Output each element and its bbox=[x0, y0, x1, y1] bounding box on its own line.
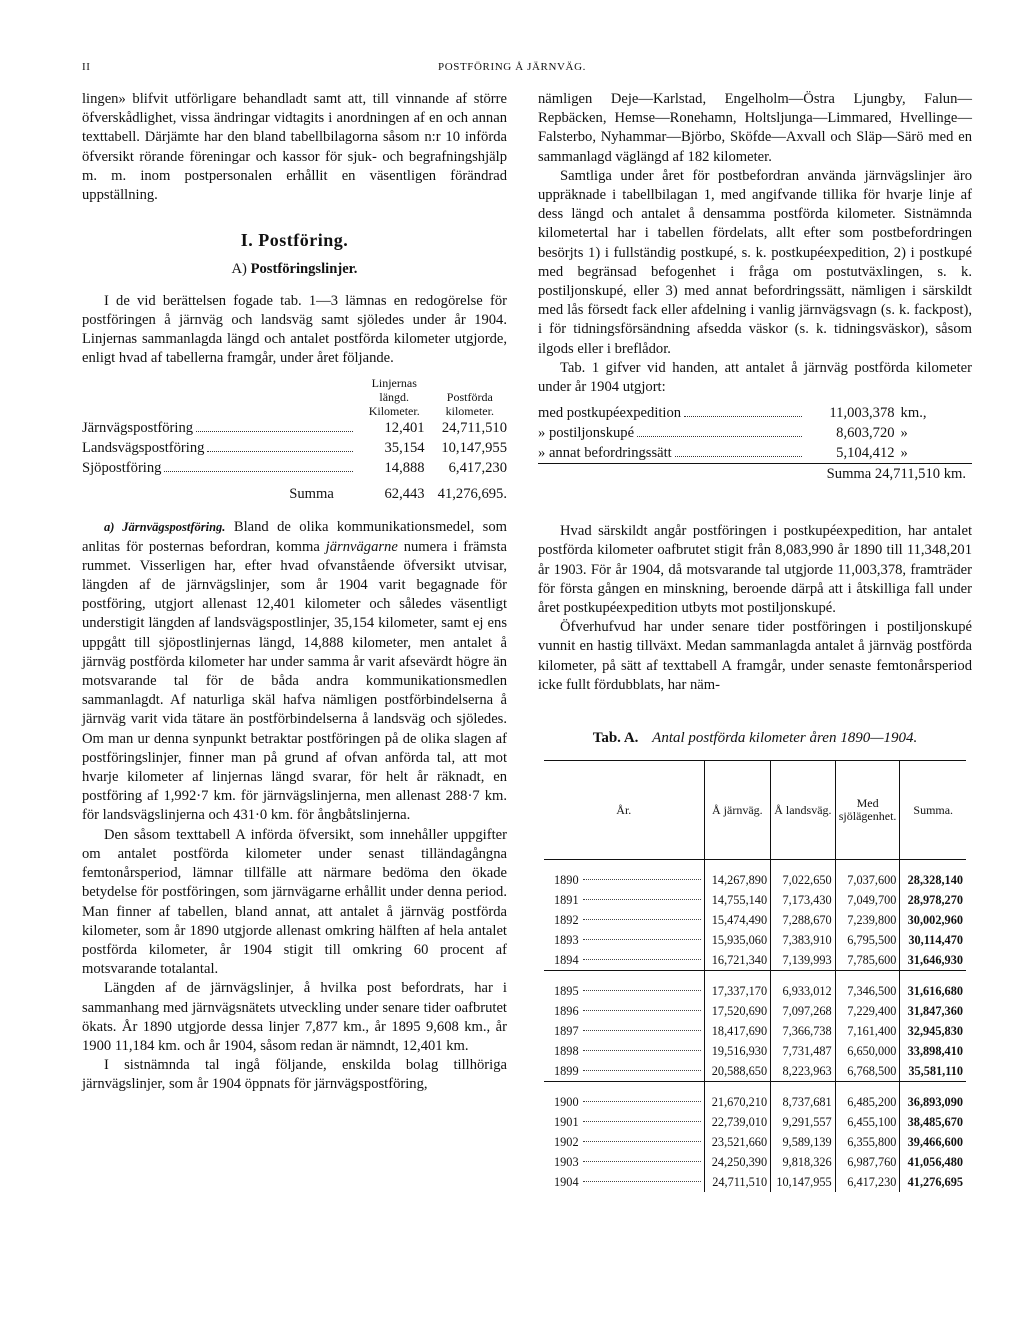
table-a-rail-cell: 21,670,210 bbox=[704, 1092, 771, 1112]
table-a-rail-cell: 17,337,170 bbox=[704, 981, 771, 1001]
table-a-rail-cell: 24,250,390 bbox=[704, 1152, 771, 1172]
table-a-sea-cell: 6,768,500 bbox=[835, 1061, 900, 1082]
table-a-year-cell bbox=[544, 1152, 704, 1172]
table-a-year-cell bbox=[544, 1172, 704, 1192]
table-a-road-cell: 7,366,738 bbox=[771, 1021, 836, 1041]
dot-leader bbox=[583, 938, 701, 940]
summary-row-length: 12,401 bbox=[384, 420, 425, 437]
table-a-sum-cell: 38,485,670 bbox=[900, 1112, 966, 1132]
table-row bbox=[544, 1021, 966, 1041]
dot-leader bbox=[583, 878, 701, 880]
table-a-year-cell bbox=[544, 1061, 704, 1082]
summary-col2-header: Postförda kilometer. bbox=[445, 390, 494, 419]
table-a-body bbox=[544, 860, 966, 1193]
table-a-header-rail: Å järnväg. bbox=[704, 761, 771, 860]
table-a-sum-cell: 35,581,110 bbox=[900, 1061, 966, 1082]
table-row bbox=[82, 438, 507, 458]
table-a-year-cell bbox=[544, 1041, 704, 1061]
table-a-road-cell: 8,223,963 bbox=[771, 1061, 836, 1082]
table-a-year: 1902 bbox=[554, 1135, 579, 1150]
table-a-road-cell: 7,731,487 bbox=[771, 1041, 836, 1061]
table-row bbox=[538, 443, 972, 464]
table-a-road-cell: 7,139,993 bbox=[771, 950, 836, 971]
table-row bbox=[544, 1112, 966, 1132]
summary-row-km: 24,711,510 bbox=[441, 420, 507, 437]
table-a-sum-cell: 41,276,695 bbox=[900, 1172, 966, 1192]
table-a-road-cell: 6,933,012 bbox=[771, 981, 836, 1001]
summary-table bbox=[82, 376, 507, 504]
table-a-road-cell: 7,022,650 bbox=[771, 870, 836, 890]
table-a-header-row bbox=[544, 761, 966, 860]
table-a-sea-cell: 7,785,600 bbox=[835, 950, 900, 971]
table-a-rail-cell: 18,417,690 bbox=[704, 1021, 771, 1041]
summary-row-label: Sjöpostföring bbox=[82, 460, 162, 477]
table-a-road-cell: 9,589,139 bbox=[771, 1132, 836, 1152]
table-a-sum-cell: 30,002,960 bbox=[900, 910, 966, 930]
table-row bbox=[544, 1001, 966, 1021]
summary-total-row bbox=[82, 478, 507, 504]
table-a-rail-cell: 14,267,890 bbox=[704, 870, 771, 890]
right-column bbox=[538, 90, 972, 1192]
left-paragraph-5: Längden af de järnvägslinjer, å hvilka post befordrats, har i sammanhang med järnvägsnätets utveckling under senare tider oafbrutet ökats. År 1890 utgjorde dessa linjer 7,877 km., år 1895 9,608 km., år 1900 11,184 km. och år 1904, såsom redan är nämndt, 12,401 km. bbox=[82, 980, 507, 1054]
left-paragraph-1: lingen» blifvit utförligare behandladt samt att, till vinnande af större öfverskådlighet, vissa ändringar vidtagits i anordningen af en och annan texttabell. Därjämte har den bland tabellbilagorna såsom n:r 10 införda öfversikt rörande föreningar och kassor för sjuk- och begrafningshjälp m. m. inom postpersonalen erhållit en väsentligen förändrad uppställning. bbox=[82, 91, 507, 204]
dot-leader bbox=[583, 1069, 701, 1071]
right-paragraph-5: Öfverhufvud har under senare tider postföringen i postiljonskupé vunnit en hastig tillväxt. Medan sammanlagda antalet å järnväg postförda kilometer, på sätt af texttabell A framgår, under senaste femtonårsperiod icke fullt fördubblats, har näm- bbox=[538, 619, 972, 693]
left-paragraph-3: a) Järnvägspostföring. Bland de olika kommunikationsmedel, som anlitas för posternas befordran, komma järnvägarne numera i främsta rummet. Visserligen har, efter hvad ofvanstående öfversikt utvisar, längden af de järnvägslinjer, som år 1904 varit begagnade för postföring, utgjort allenast 12,401 kilometer och således väsentligt understigit längden af landsvägspostlinjer, 35,154 kilometer, samt ej ens uppgått till sjöpostlinjernas längd, 14,888 kilometer, men antalet å järnväg postförda kilometer har under samma år varit afsevärdt högre än motsvarande tal för de båda andra kommunikationsmedlen sammanlagdt. Af naturliga skäl hafva nämligen postförbindelserna å järnväg varit vida tätare än postförbindelserna å landsväg och sjöledes. Om man ur denna synpunkt betraktar postföringen på de olika slagen af postföringslinjer, finner man på grund af ofvan anförda tal, att mot hvarje kilometer af linjernas längd svarar, för helt år räknadt, en postföring af 1,992·7 km. för järnvägslinjerna, men allenast 288·7 km. för landsvägslinjerna och 431·0 km. för ångbåtslinjerna. bbox=[82, 519, 507, 824]
table-a-sea-cell: 6,485,200 bbox=[835, 1092, 900, 1112]
subsection-title: Postföringslinjer. bbox=[250, 261, 358, 278]
left-paragraph-2: I de vid berättelsen fogade tab. 1—3 lämnas en redogörelse för postföringen å järnväg och landsväg samt sjöledes under år 1904. Linjernas sammanlagda längd och antalet postförda kilometer utgjorde, enligt hvad af tabellerna framgår, under året följande. bbox=[82, 292, 507, 367]
table-row bbox=[538, 423, 972, 443]
summary-row-length: 14,888 bbox=[384, 460, 425, 477]
table-a-sum-cell: 39,466,600 bbox=[900, 1132, 966, 1152]
table-a-year: 1897 bbox=[554, 1024, 579, 1039]
subsection-prefix: A) bbox=[231, 261, 247, 278]
table-row bbox=[544, 910, 966, 930]
table-a-spacer bbox=[544, 860, 966, 871]
table-a-year-cell bbox=[544, 981, 704, 1001]
table-row bbox=[544, 930, 966, 950]
right-paragraph-4: Hvad särskildt angår postföringen i postkupéexpedition, har antalet postförda kilometer oafbrutet stigit från 8,083,990 år 1890 till 11,348,201 år 1903. För år 1904, då motsvarande tal utgjorde 11,003,378, framträder för första gången en minskning, beroende därpå att i åtskilliga fall under året postkupéexpedition utbyts mot postiljonskupé. bbox=[538, 523, 972, 617]
table-a-year-cell bbox=[544, 890, 704, 910]
table-a-road-cell: 7,173,430 bbox=[771, 890, 836, 910]
left-paragraph-6: I sistnämnda tal ingå följande, enskilda bolag tillhöriga järnvägslinjer, som år 1904 öppnats för järnvägspostföring, bbox=[82, 1057, 507, 1093]
table-a-rail-cell: 14,755,140 bbox=[704, 890, 771, 910]
table-a-header-sea: Med sjölägenhet. bbox=[835, 761, 900, 860]
left-column bbox=[82, 90, 507, 1095]
dot-leader bbox=[583, 1140, 701, 1142]
table-a-sea-cell: 7,239,800 bbox=[835, 910, 900, 930]
table-row bbox=[544, 1092, 966, 1112]
table-a-year: 1900 bbox=[554, 1095, 579, 1110]
table-a-rail-cell: 22,739,010 bbox=[704, 1112, 771, 1132]
table-row bbox=[544, 1132, 966, 1152]
table-a bbox=[544, 760, 966, 1192]
table-a-rail-cell: 17,520,690 bbox=[704, 1001, 771, 1021]
table-a-caption bbox=[538, 729, 972, 748]
table-a-header-sum: Summa. bbox=[900, 761, 966, 860]
table-a-year-cell bbox=[544, 1092, 704, 1112]
table-a-sea-cell: 6,795,500 bbox=[835, 930, 900, 950]
table-a-spacer bbox=[544, 971, 966, 982]
emphasis: järnvägarne bbox=[325, 538, 398, 555]
table-a-rail-cell: 15,474,490 bbox=[704, 910, 771, 930]
right-paragraph-2: Samtliga under året för postbefordran använda järnvägslinjer äro uppräknade i tabellbilagan 1, med angifvande tillika för hvarje linje af dess längd och antalet å densamma postförda kilometer. Sistnämnda kilometertal har i tabellen fördelats, allt efter som postbefordringen besörjts 1) i fullständig postkupé, s. k. postkupéexpedition, 2) i postkupé med begränsad befogenhet i fråga om postutväxlingen, s. k. postiljonskupé, eller 3) med annat befordringssätt, nämligen i särskildt med lås försedt fack eller afdelning i vanlig järnvägsvagn (s. k. fackpost), i för tidningsförsändning afsedda väskor (s. k. tidningsväskor), såsom ilgods eller i breflådor. bbox=[538, 167, 972, 357]
table-a-rail-cell: 24,711,510 bbox=[704, 1172, 771, 1192]
table-a-year: 1893 bbox=[554, 933, 579, 948]
table-a-year: 1898 bbox=[554, 1044, 579, 1059]
table-row bbox=[544, 1041, 966, 1061]
summary-row-km: 6,417,230 bbox=[448, 460, 507, 477]
table-row bbox=[544, 1152, 966, 1172]
table-row bbox=[538, 403, 972, 423]
table-a-year: 1901 bbox=[554, 1115, 579, 1130]
section-heading: I. Postföring. bbox=[240, 230, 349, 251]
running-title: POSTFÖRING Å JÄRNVÄG. bbox=[438, 61, 586, 73]
table-a-year: 1904 bbox=[554, 1175, 579, 1190]
table-a-year: 1891 bbox=[554, 893, 579, 908]
right-paragraph-3: Tab. 1 gifver vid handen, att antalet å järnväg postförda kilometer under år 1904 utgjort: bbox=[538, 359, 972, 396]
table-a-sea-cell: 6,455,100 bbox=[835, 1112, 900, 1132]
table-a-year-cell bbox=[544, 1001, 704, 1021]
table-a-year: 1895 bbox=[554, 984, 579, 999]
table-a-sea-cell: 7,346,500 bbox=[835, 981, 900, 1001]
table-a-spacer bbox=[544, 1082, 966, 1093]
summary-row-km: 10,147,955 bbox=[441, 440, 507, 457]
table-a-sea-cell: 7,037,600 bbox=[835, 870, 900, 890]
table-a-year-cell bbox=[544, 910, 704, 930]
dot-leader bbox=[583, 1120, 701, 1122]
table-a-sum-cell: 31,616,680 bbox=[900, 981, 966, 1001]
table-a-rail-cell: 19,516,930 bbox=[704, 1041, 771, 1061]
table-a-road-cell: 9,818,326 bbox=[771, 1152, 836, 1172]
dot-leader bbox=[583, 898, 701, 900]
table-a-year-cell bbox=[544, 930, 704, 950]
right-paragraph-1: nämligen Deje—Karlstad, Engelholm—Östra Ljungby, Falun—Repbäcken, Hemse—Ronehamn, Holtsljunga—Limmared, Hvellinge—Falsterbo, Nyhammar—Björbo, Sköfde—Axvall och Släp—Särö med en sammanlagd väglängd af 182 kilometer. bbox=[538, 91, 972, 165]
table-a-header-road: Å landsväg. bbox=[771, 761, 836, 860]
table-row bbox=[82, 458, 507, 478]
table-a-rail-cell: 16,721,340 bbox=[704, 950, 771, 971]
left-paragraph-4: Den såsom texttabell A införda öfversikt, som innehåller uppgifter om antalet postförda kilometer under senast tilländagångna femtonårsperiod, lämnar tillfälle att närmare bedöma den ökade betydelse för postföringen, som järnvägarne erhållit under denna period. Man finner af tabellen, bland annat, att antalet å järnväg postförda kilometer, som år 1890 utgjorde allenast omkring hälften af hela antalet postförda kilometer, år 1904 stigit till omkring 60 procent af motsvarande totalantal. bbox=[82, 826, 507, 978]
table-a-year: 1899 bbox=[554, 1064, 579, 1079]
table-a-year-cell bbox=[544, 1021, 704, 1041]
table-row bbox=[544, 870, 966, 890]
km-breakdown-table bbox=[538, 403, 972, 484]
table-a-road-cell: 7,097,268 bbox=[771, 1001, 836, 1021]
table-a-road-cell: 8,737,681 bbox=[771, 1092, 836, 1112]
table-a-sum-cell: 28,978,270 bbox=[900, 890, 966, 910]
page-number: II bbox=[82, 61, 91, 73]
table-a-year-cell bbox=[544, 870, 704, 890]
km-total: Summa 24,711,510 km. bbox=[805, 464, 972, 485]
dot-leader bbox=[583, 1049, 701, 1051]
summary-row-label: Järnvägspostföring bbox=[82, 420, 194, 437]
km-row-value: 11,003,378 bbox=[829, 405, 895, 422]
summary-total-label: Summa bbox=[289, 486, 334, 503]
table-a-sum-cell: 28,328,140 bbox=[900, 870, 966, 890]
summary-row-length: 35,154 bbox=[384, 440, 425, 457]
table-a-sum-cell: 30,114,470 bbox=[900, 930, 966, 950]
table-a-sum-cell: 41,056,480 bbox=[900, 1152, 966, 1172]
km-row-label: med postkupéexpedition bbox=[538, 405, 682, 422]
km-total-row bbox=[538, 464, 972, 485]
km-row-unit: » bbox=[900, 425, 908, 442]
table-a-sum-cell: 33,898,410 bbox=[900, 1041, 966, 1061]
table-row bbox=[544, 1061, 966, 1082]
summary-row-label: Landsvägspostföring bbox=[82, 440, 205, 457]
table-row bbox=[544, 1172, 966, 1192]
table-a-label: Tab. A. bbox=[592, 730, 639, 747]
summary-total-length: 62,443 bbox=[384, 486, 425, 503]
table-a-year: 1896 bbox=[554, 1004, 579, 1019]
table-a-sea-cell: 6,650,000 bbox=[835, 1041, 900, 1061]
table-a-sea-cell: 6,417,230 bbox=[835, 1172, 900, 1192]
table-a-sea-cell: 7,161,400 bbox=[835, 1021, 900, 1041]
dot-leader bbox=[583, 918, 701, 920]
dot-leader bbox=[583, 989, 701, 991]
table-a-road-cell: 10,147,955 bbox=[771, 1172, 836, 1192]
table-row bbox=[82, 418, 507, 438]
table-a-sum-cell: 31,646,930 bbox=[900, 950, 966, 971]
km-row-label: » postiljonskupé bbox=[538, 425, 635, 442]
km-row-unit: km., bbox=[900, 405, 927, 422]
table-a-sum-cell: 32,945,830 bbox=[900, 1021, 966, 1041]
table-a-sum-cell: 31,847,360 bbox=[900, 1001, 966, 1021]
km-row-value: 5,104,412 bbox=[836, 445, 895, 462]
table-a-road-cell: 7,288,670 bbox=[771, 910, 836, 930]
table-a-road-cell: 7,383,910 bbox=[771, 930, 836, 950]
table-a-sea-cell: 7,229,400 bbox=[835, 1001, 900, 1021]
table-a-year: 1903 bbox=[554, 1155, 579, 1170]
km-row-unit: » bbox=[900, 445, 908, 462]
table-a-year: 1892 bbox=[554, 913, 579, 928]
table-row bbox=[544, 890, 966, 910]
dot-leader bbox=[583, 1100, 701, 1102]
table-a-year-cell bbox=[544, 950, 704, 971]
table-a-rail-cell: 23,521,660 bbox=[704, 1132, 771, 1152]
table-a-road-cell: 9,291,557 bbox=[771, 1112, 836, 1132]
summary-total-km: 41,276,695. bbox=[437, 486, 507, 503]
table-row bbox=[544, 981, 966, 1001]
dot-leader bbox=[583, 1029, 701, 1031]
table-a-year-cell bbox=[544, 1112, 704, 1132]
table-a-sum-cell: 36,893,090 bbox=[900, 1092, 966, 1112]
table-a-year: 1894 bbox=[554, 953, 579, 968]
table-a-sea-cell: 6,355,800 bbox=[835, 1132, 900, 1152]
dot-leader bbox=[583, 1180, 701, 1182]
subsection-heading bbox=[82, 260, 507, 279]
dot-leader bbox=[583, 1160, 701, 1162]
summary-table-header bbox=[82, 376, 507, 418]
km-row-value: 8,603,720 bbox=[836, 425, 895, 442]
table-a-year: 1890 bbox=[554, 873, 579, 888]
table-a-year-cell bbox=[544, 1132, 704, 1152]
table-a-rail-cell: 15,935,060 bbox=[704, 930, 771, 950]
dot-leader bbox=[583, 1009, 701, 1011]
table-a-header-year: År. bbox=[544, 761, 704, 860]
dot-leader bbox=[583, 958, 701, 960]
table-row bbox=[544, 950, 966, 971]
run-in-heading: a) Järnvägspostföring. bbox=[104, 520, 226, 535]
table-a-rail-cell: 20,588,650 bbox=[704, 1061, 771, 1082]
table-a-title: Antal postförda kilometer åren 1890—1904. bbox=[652, 730, 918, 747]
table-a-sea-cell: 6,987,760 bbox=[835, 1152, 900, 1172]
summary-col1-header: Linjernas längd. Kilometer. bbox=[368, 376, 420, 419]
km-row-label: » annat befordringssätt bbox=[538, 445, 672, 462]
table-a-sea-cell: 7,049,700 bbox=[835, 890, 900, 910]
